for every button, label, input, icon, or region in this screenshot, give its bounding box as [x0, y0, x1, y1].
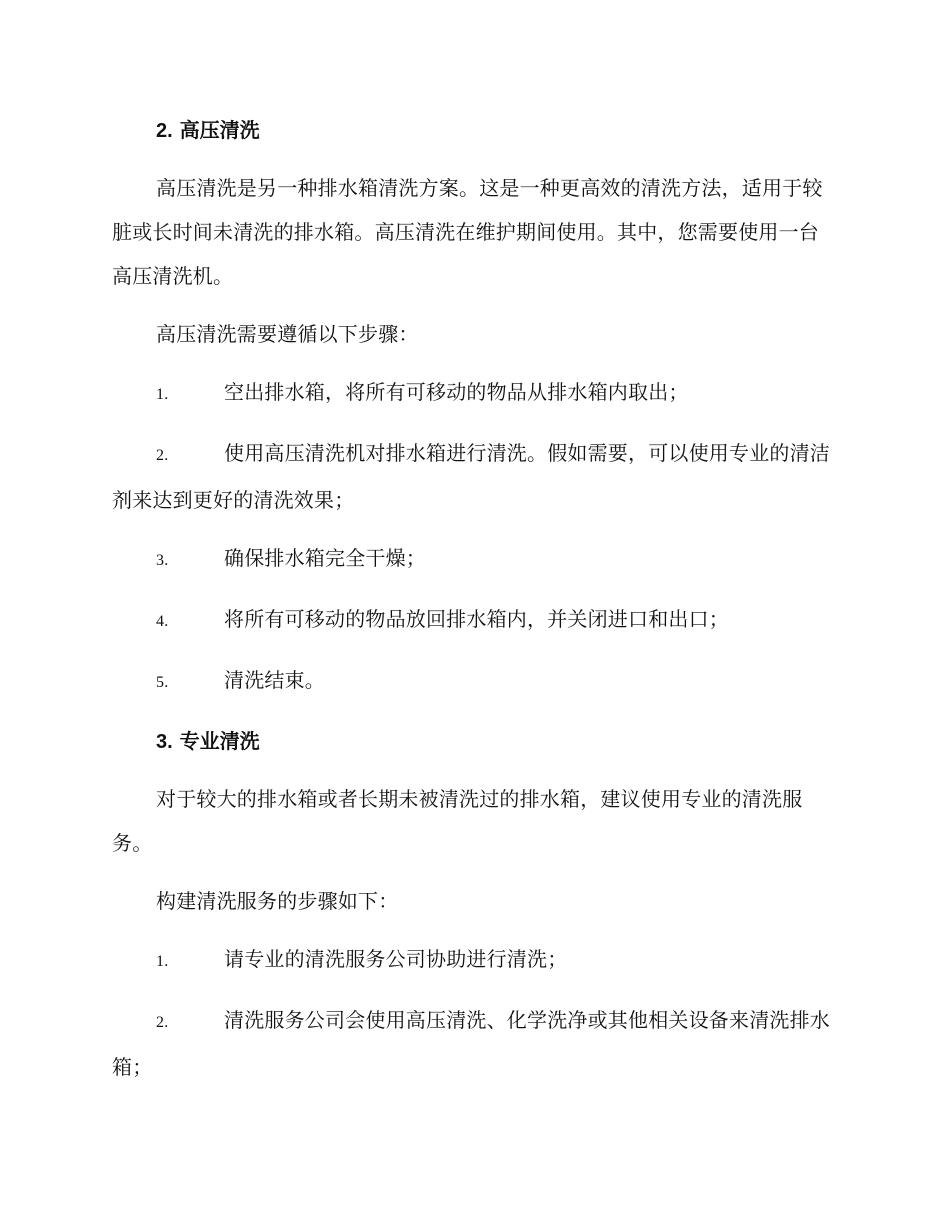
- list-number: 2.: [156, 1014, 169, 1031]
- list-item: [112, 658, 834, 705]
- list-number: 1.: [156, 386, 169, 403]
- document-page: [112, 108, 834, 1089]
- list-text: 空出排水箱，将所有可移动的物品从排水箱内取出；: [224, 380, 689, 404]
- list-number: 2.: [156, 447, 169, 464]
- list-number: 3.: [156, 552, 169, 569]
- list-item: [112, 431, 834, 522]
- list-item: [112, 536, 834, 583]
- steps-intro: 高压清洗需要遵循以下步骤：: [156, 322, 419, 346]
- section-heading: [156, 719, 834, 763]
- list-text: 请专业的清洗服务公司协助进行清洗；: [224, 947, 568, 971]
- list-text: 确保排水箱完全干燥；: [224, 546, 426, 570]
- steps-intro: 构建清洗服务的步骤如下：: [156, 889, 399, 913]
- list-number: 1.: [156, 953, 169, 970]
- paragraph: 对于较大的排水箱或者长期未被清洗过的排水箱，建议使用专业的清洗服务。: [112, 787, 803, 855]
- section-number: 3.: [156, 731, 173, 753]
- list-text: 使用高压清洗机对排水箱进行清洗。假如需要，可以使用专业的清洁剂来达到更好的清洗效果；: [112, 441, 830, 512]
- list-number: 4.: [156, 613, 169, 630]
- list-item: [112, 937, 834, 984]
- section-title: 高压清洗: [179, 118, 260, 142]
- list-text: 将所有可移动的物品放回排水箱内，并关闭进口和出口；: [224, 607, 729, 631]
- list-item: [112, 597, 834, 644]
- list-item: [112, 370, 834, 417]
- list-text: 清洗结束。: [224, 668, 325, 692]
- paragraph: 高压清洗是另一种排水箱清洗方案。这是一种更高效的清洗方法，适用于较脏或长时间未清洗的排水箱。高压清洗在维护期间使用。其中，您需要使用一台高压清洗机。: [112, 176, 823, 288]
- list-item: [112, 998, 834, 1089]
- section-title: 专业清洗: [179, 729, 260, 753]
- section-heading: [156, 108, 834, 152]
- list-number: 5.: [156, 674, 169, 691]
- section-number: 2.: [156, 120, 173, 142]
- list-text: 清洗服务公司会使用高压清洗、化学洗净或其他相关设备来清洗排水箱；: [112, 1008, 830, 1079]
